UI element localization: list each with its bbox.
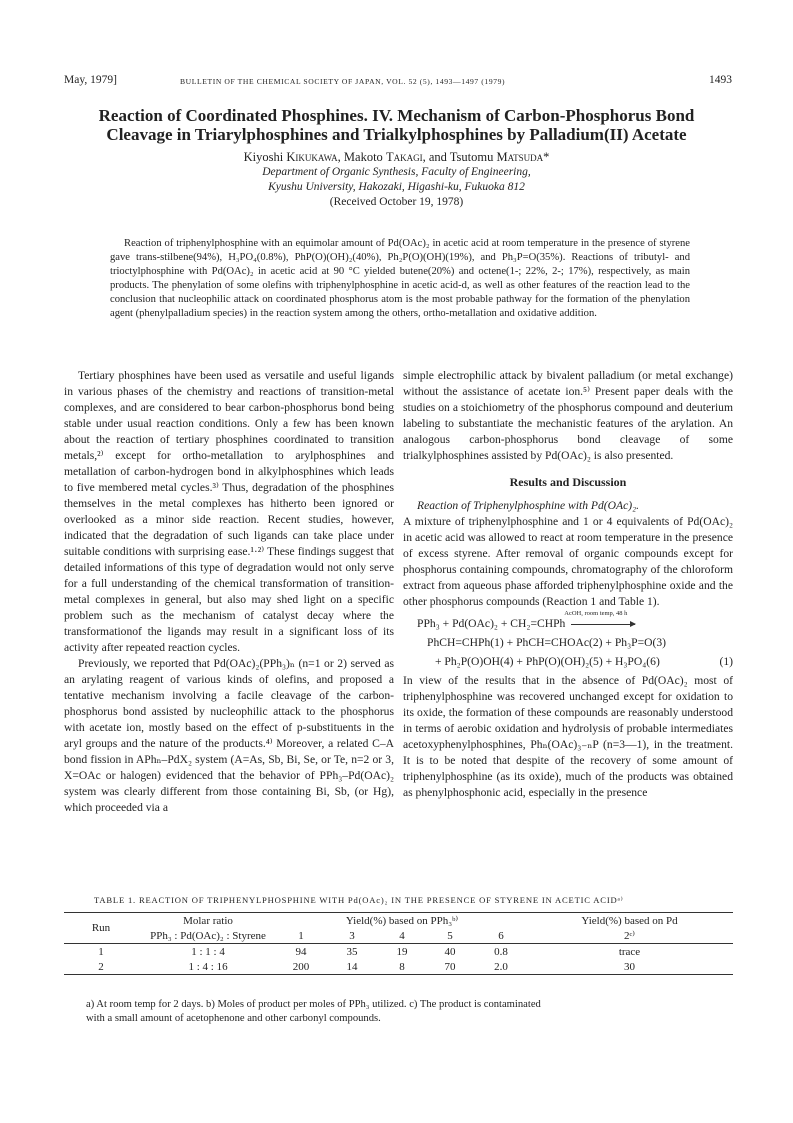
cell-y4: 19 — [396, 945, 408, 958]
intro-paragraph-3: simple electrophilic attack by bivalent palladium (or metal exchange) without the assistance of acetate ion.⁵⁾ Present paper deals with the studies on a stoichiometry of the phosphorus compound and deuterium labeling to substantiate the mechanistic features of the arylation. An analogous carbon-phosphorus bond cleavage of some trialkylphosphines assisted by Pd(OAc)₂ is also presented. — [403, 369, 733, 462]
results-paragraph-2: In view of the results that in the absence of Pd(OAc)₂ most of triphenylphosphine was recovered unchanged except for oxidation to its oxide, the formation of these compounds are reasonably understood in terms of aerobic oxidation and hydrolysis of probable intermediates acetoxyphenylphosphines, Phₙ(OAc)₃₋ₙP (n=3—1), in the treatment. It is to be noted that despite of the recovery of some amount of triphenylphosphine (as its oxide), much of the products was obtained as phenylphosphonic acid, especially in the presence — [403, 674, 733, 799]
table-caption: TABLE 1. REACTION OF TRIPHENYLPHOSPHINE WITH Pd(OAc)₂ IN THE PRESENCE OF STYRENE IN ACETIC ACIDᵃ⁾ — [94, 895, 624, 905]
results-table — [64, 912, 733, 975]
cell-molar: 1 : 4 : 16 — [188, 960, 228, 973]
footnote-line-1: a) At room temp for 2 days. b) Moles of product per moles of PPh₃ utilized. c) The product is contaminated — [86, 999, 541, 1010]
intro-paragraph-1: Tertiary phosphines have been used as versatile and useful ligands in various phases of the chemistry and reactions of transition-metal complexes, and are considered to bear carbon-phosphorus bond being stable under usual reaction conditions. Only a few has been known about the reaction of tertiary phosphines coordinated to transition metals,²⁾ except for ortho-metallation to arylphosphines and metallation of carbon-hydrogen bond in alkylphosphines which leads to five membered metal cycles.³⁾ Thus, degradation of the phosphines themselves in the metal complexes has hitherto been ignored or overlooked as a minor side reaction. Recent studies, however, indicated that the degradation of such ligands can take place under suitable conditions with surprising ease.¹·²⁾ These findings suggest that detailed informations of this type of degradation would not only serve for a full understanding of the chemical transformation of transition-metal complexes in general, but also may shed light on a specific problem such as the mechanism of catalyst decay where the transformationof the ligands may result in a significant loss of its activity after repeated reaction cycles. — [64, 369, 394, 654]
author-2-last: Takagi — [385, 150, 423, 164]
cell-y3: 35 — [346, 945, 358, 958]
left-column — [64, 368, 394, 816]
cell-y6: 0.8 — [494, 945, 508, 958]
author-2-first: , Makoto — [337, 150, 386, 164]
cell-y2: trace — [618, 945, 641, 958]
paper-title: Reaction of Coordinated Phosphines. IV. Mechanism of Carbon-Phosphorus Bond Cleavage in Triarylphosphines and Trialkylphosphines by Palladium(II) Acetate — [98, 106, 695, 144]
cell-y5: 70 — [444, 960, 456, 973]
author-list — [80, 150, 713, 165]
cell-run: 2 — [98, 960, 104, 973]
cell-y1: 200 — [292, 960, 310, 973]
header-yield-pph3: Yield(%) based on PPh₃ᵇ⁾ — [345, 915, 459, 927]
header-col-2: 2ᶜ⁾ — [623, 930, 636, 942]
equation-reactants: PPh₃ + Pd(OAc)₂ + CH₂=CHPh — [417, 617, 566, 630]
cell-y4: 8 — [399, 960, 405, 973]
author-3-last: Matsuda — [496, 150, 544, 164]
cell-y6: 2.0 — [494, 960, 508, 973]
cell-y3: 14 — [346, 960, 358, 973]
running-header-journal: BULLETIN OF THE CHEMICAL SOCIETY OF JAPAN, VOL. 52 (5), 1493—1497 (1979) — [180, 77, 506, 86]
header-col-6: 6 — [498, 929, 504, 942]
header-molar-ratio: Molar ratio — [183, 914, 233, 927]
header-col-5: 5 — [447, 929, 453, 942]
affiliation-line-1: Department of Organic Synthesis, Faculty of Engineering, — [262, 166, 531, 178]
equation-products-2: + Ph₂P(O)OH(4) + PhP(O)(OH)₂(5) + H₃PO₄(6) — [435, 655, 660, 668]
intro-paragraph-2: Previously, we reported that Pd(OAc)₂(PPh₃)ₙ (n=1 or 2) served as an arylating reagent of various kinds of olefins, and proposed a tentative mechanism involving a facile cleavage of the carbon-phosphorus bond assisted by nucleophilic attack to the phosphorus with acetate ion, mostly based on the effect of p-substituents in the aryl groups and the nature of the products.⁴⁾ Moreover, a related C–A bond fission in APhₙ–PdX₂ system (A=As, Sb, Bi, Se, or Te, n=2 or 3, X=OAc or halogen) evidenced that the behavior of PPh₃–Pd(OAc)₂ system was clearly different from those containing Bi, Sb, (or Hg), which proceeded via a — [64, 657, 394, 814]
table-footnotes — [86, 998, 716, 1026]
cell-molar: 1 : 1 : 4 — [191, 945, 225, 958]
header-molar-sub: PPh₃ : Pd(OAc)₂ : Styrene — [150, 929, 266, 942]
subsection-heading: Reaction of Triphenylphosphine with Pd(OAc)₂. — [417, 499, 640, 512]
cell-y2: 30 — [624, 960, 635, 973]
title-block — [80, 106, 713, 210]
header-col-3: 3 — [349, 929, 355, 942]
cell-y1: 94 — [295, 945, 307, 958]
cell-run: 1 — [98, 945, 104, 958]
page-number: 1493 — [709, 74, 732, 86]
header-run: Run — [91, 922, 111, 934]
running-header-date: May, 1979] — [64, 74, 117, 86]
right-column — [403, 368, 733, 801]
reaction-equation — [403, 610, 733, 671]
received-date: (Received October 19, 1978) — [329, 196, 464, 208]
header-col-1: 1 — [298, 929, 304, 942]
table-row — [64, 959, 733, 975]
author-3-first: , and Tsutomu — [422, 150, 497, 164]
footnote-line-2: with a small amount of acetophenone and other carbonyl compounds. — [86, 1013, 381, 1024]
header-col-4: 4 — [399, 929, 405, 942]
author-1-first: Kiyoshi — [243, 150, 287, 164]
section-heading: Results and Discussion — [509, 475, 627, 489]
header-yield-pd: Yield(%) based on Pd — [581, 914, 678, 927]
arrow-conditions: AcOH, room temp, 48 h — [564, 610, 628, 617]
affiliation-line-2: Kyushu University, Hakozaki, Higashi-ku, Fukuoka 812 — [268, 181, 525, 193]
author-1-last: Kikukawa — [286, 150, 338, 164]
corresponding-marker: * — [543, 150, 550, 164]
reaction-arrow — [564, 610, 638, 633]
results-paragraph-1: A mixture of triphenylphosphine and 1 or 4 equivalents of Pd(OAc)₂ in acetic acid was allowed to react at room temperature in the presence of excess styrene. After removal of organic compounds except for phosphorus containing compounds, chromatography of the chloroform extract from aqueous phase afforded triphenylphosphine oxide and the other phosphorus compounds (Reaction 1 and Table 1). — [403, 515, 733, 608]
abstract: Reaction of triphenylphosphine with an equimolar amount of Pd(OAc)₂ in acetic acid at room temperature in the presence of styrene gave trans-stilbene(94%), H₃PO₄(0.8%), PhP(O)(OH)₂(40%), Ph₂P(O)(OH)(19%), and Ph₃P=O(35%). Reactions of tributyl- and trioctylphosphine with Pd(OAc)₂ in acetic acid at 90 °C yielded butene(20%) and octene(1-; 22%, 2-; 17%), respectively, as main products. The phenylation of some olefins with triphenylphosphine in acetic acid-d, as well as other features of the reaction lead to the conclusion that nucleophilic attack on coordinated phosphorus atom is the most probable pathway for the formation of the phenylation agent (phenylpalladium species) in the reaction system among the others, ortho-metallation and oxidative addition. — [110, 238, 690, 320]
table-row — [64, 944, 733, 960]
equation-products-1: PhCH=CHPh(1) + PhCH=CHOAc(2) + Ph₃P=O(3) — [427, 636, 666, 649]
cell-y5: 40 — [444, 945, 456, 958]
equation-number: (1) — [719, 655, 733, 668]
